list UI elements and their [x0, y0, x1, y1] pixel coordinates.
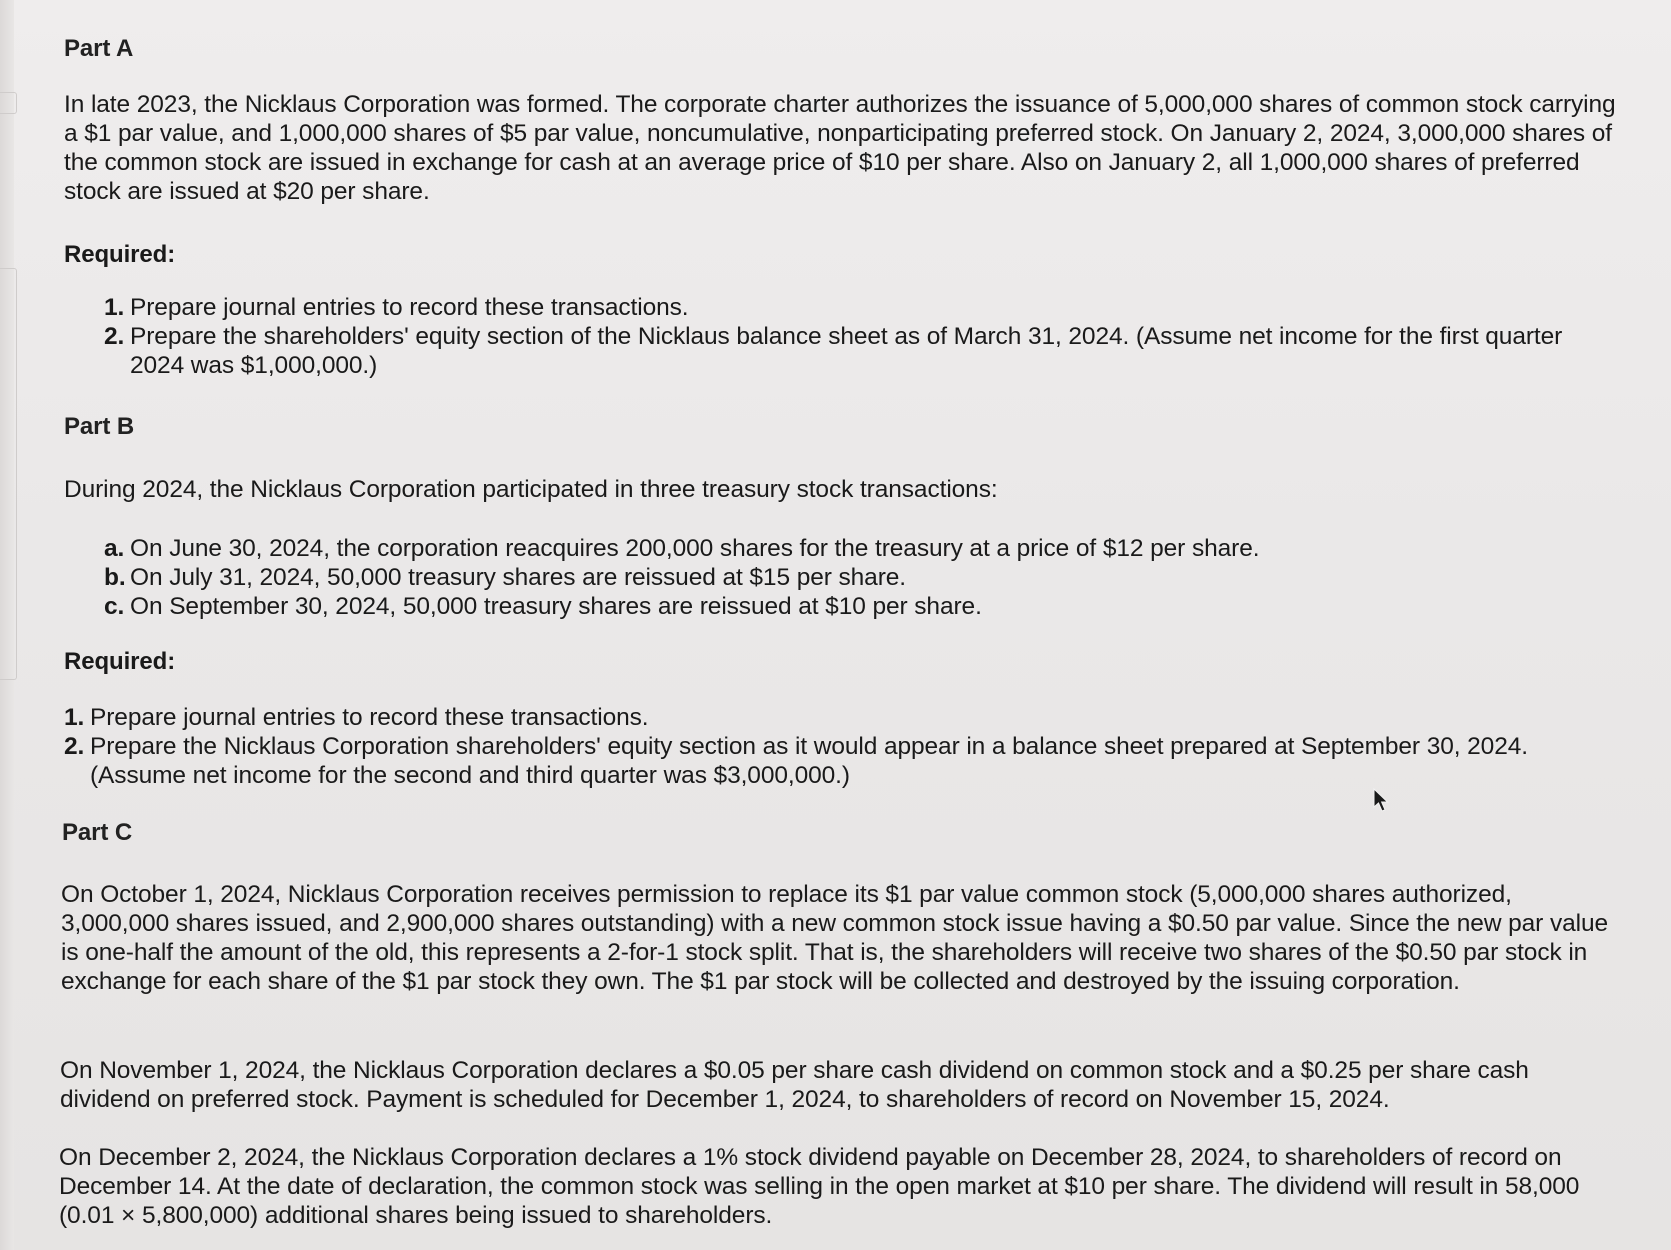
part-c-heading: Part C: [62, 819, 133, 846]
list-item-text: Prepare the shareholders' equity section of the Nicklaus balance sheet as of March 31, 2024. (Assume net income for the first quarter 2024 was $1,000,000.): [130, 323, 1563, 379]
list-marker: 2.: [64, 733, 85, 760]
list-item-text: On July 31, 2024, 50,000 treasury shares are reissued at $15 per share.: [130, 564, 907, 591]
list-item: [64, 703, 1564, 732]
part-a-heading: Part A: [64, 35, 134, 62]
part-b-heading: Part B: [64, 413, 135, 440]
part-a-required-list: [104, 293, 1584, 380]
part-b-required-list: [64, 703, 1564, 790]
list-item: [64, 732, 1564, 790]
part-a-intro: In late 2023, the Nicklaus Corporation was formed. The corporate charter authorizes the issuance of 5,000,000 shares of common stock carrying a $1 par value, and 1,000,000 shares of $5 par value, noncumulative, nonparticipating preferred stock. On January 2, 2024, 3,000,000 shares of the common stock are issued in exchange for cash at an average price of $10 per share. Also on January 2, all 1,000,000 shares of preferred stock are issued at $20 per share.: [64, 91, 1616, 205]
list-marker: 1.: [104, 294, 125, 321]
part-a-required-label: Required:: [64, 241, 176, 268]
list-item: [104, 534, 1584, 563]
list-item-text: Prepare the Nicklaus Corporation shareholders' equity section as it would appear in a balance sheet prepared at September 30, 2024. (Assume net income for the second and third quarter was $3,000,000.): [90, 733, 1528, 789]
part-c-paragraph-1: On October 1, 2024, Nicklaus Corporation receives permission to replace its $1 par value common stock (5,000,000 shares authorized, 3,000,000 shares issued, and 2,900,000 shares outstanding) with a new common stock issue having a $0.50 par value. Since the new par value is one-half the amount of the old, this represents a 2-for-1 stock split. That is, the shareholders will receive two shares of the $0.50 par stock in exchange for each share of the $1 par stock they own. The $1 par stock will be collected and destroyed by the issuing corporation.: [61, 881, 1609, 995]
list-item-text: Prepare journal entries to record these transactions.: [90, 704, 649, 731]
list-item-text: On September 30, 2024, 50,000 treasury shares are reissued at $10 per share.: [130, 593, 982, 620]
mouse-pointer-icon: [1372, 788, 1392, 814]
list-marker: b.: [104, 564, 126, 591]
list-item: [104, 592, 1584, 621]
part-b-transaction-list: [104, 534, 1584, 621]
list-item-text: On June 30, 2024, the corporation reacquires 200,000 shares for the treasury at a price of $12 per share.: [130, 535, 1260, 562]
list-item: [104, 322, 1584, 380]
binder-tab-2: [0, 268, 17, 680]
part-c-paragraph-3: On December 2, 2024, the Nicklaus Corporation declares a 1% stock dividend payable on December 28, 2024, to shareholders of record on December 14. At the date of declaration, the common stock was selling in the open market at $10 per share. The dividend will result in 58,000 (0.01 × 5,800,000) additional shares being issued to shareholders.: [59, 1144, 1580, 1229]
list-item-text: Prepare journal entries to record these transactions.: [130, 294, 689, 321]
list-item: [104, 563, 1584, 592]
list-marker: 2.: [104, 323, 125, 350]
part-b-intro: During 2024, the Nicklaus Corporation participated in three treasury stock transactions:: [64, 476, 998, 503]
list-marker: 1.: [64, 704, 85, 731]
list-marker: a.: [104, 535, 125, 562]
binder-tab-1: [0, 92, 17, 114]
part-c-paragraph-2: On November 1, 2024, the Nicklaus Corporation declares a $0.05 per share cash dividend on common stock and a $0.25 per share cash dividend on preferred stock. Payment is scheduled for December 1, 2024, to shareholders of record on November 15, 2024.: [60, 1057, 1529, 1113]
part-b-required-label: Required:: [64, 648, 176, 675]
list-item: [104, 293, 1584, 322]
list-marker: c.: [104, 593, 125, 620]
